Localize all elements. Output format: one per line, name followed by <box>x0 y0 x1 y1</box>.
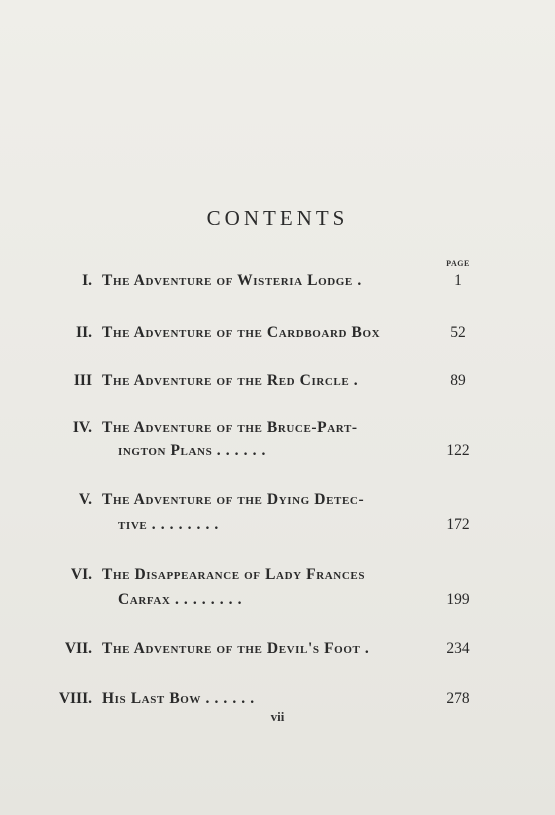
entry-title-line: The Adventure of the Red Circle . <box>102 372 359 389</box>
entry-page: 1 <box>454 272 462 289</box>
entry-page: 199 <box>446 591 470 608</box>
entry-title-line: ington Plans . . . . . . <box>118 442 267 459</box>
entry-title-line: The Adventure of the Bruce-Part- <box>102 419 358 436</box>
entry-page: 172 <box>446 516 470 533</box>
entry-page: 122 <box>446 442 470 459</box>
entry-page: 89 <box>450 372 466 389</box>
entry-title-line: The Adventure of Wisteria Lodge . <box>102 272 362 289</box>
entry-number: III <box>73 372 92 389</box>
entry-title-line: tive . . . . . . . . <box>118 516 219 533</box>
entry-title-line: The Disappearance of Lady Frances <box>102 566 366 583</box>
entry-number: IV. <box>72 419 92 436</box>
entry-page: 52 <box>450 324 466 341</box>
entry-number: VII. <box>64 640 92 657</box>
entry-title-line: The Adventure of the Devil's Foot . <box>102 640 370 657</box>
entry-number: II. <box>76 324 92 341</box>
page-folio: vii <box>270 709 285 724</box>
page-column-heading: PAGE <box>446 259 470 268</box>
entry-title-line: Carfax . . . . . . . . <box>118 591 243 608</box>
entry-title-line: His Last Bow . . . . . . <box>102 690 255 707</box>
entry-number: I. <box>82 272 92 289</box>
page-title: CONTENTS <box>206 206 349 230</box>
entry-number: V. <box>78 491 92 508</box>
entry-number: VIII. <box>58 690 92 707</box>
entry-title-line: The Adventure of the Cardboard Box <box>102 324 381 341</box>
entry-page: 278 <box>446 690 470 707</box>
entry-page: 234 <box>446 640 470 657</box>
entry-title-line: The Adventure of the Dying Detec- <box>102 491 365 508</box>
entry-number: VI. <box>70 566 92 583</box>
